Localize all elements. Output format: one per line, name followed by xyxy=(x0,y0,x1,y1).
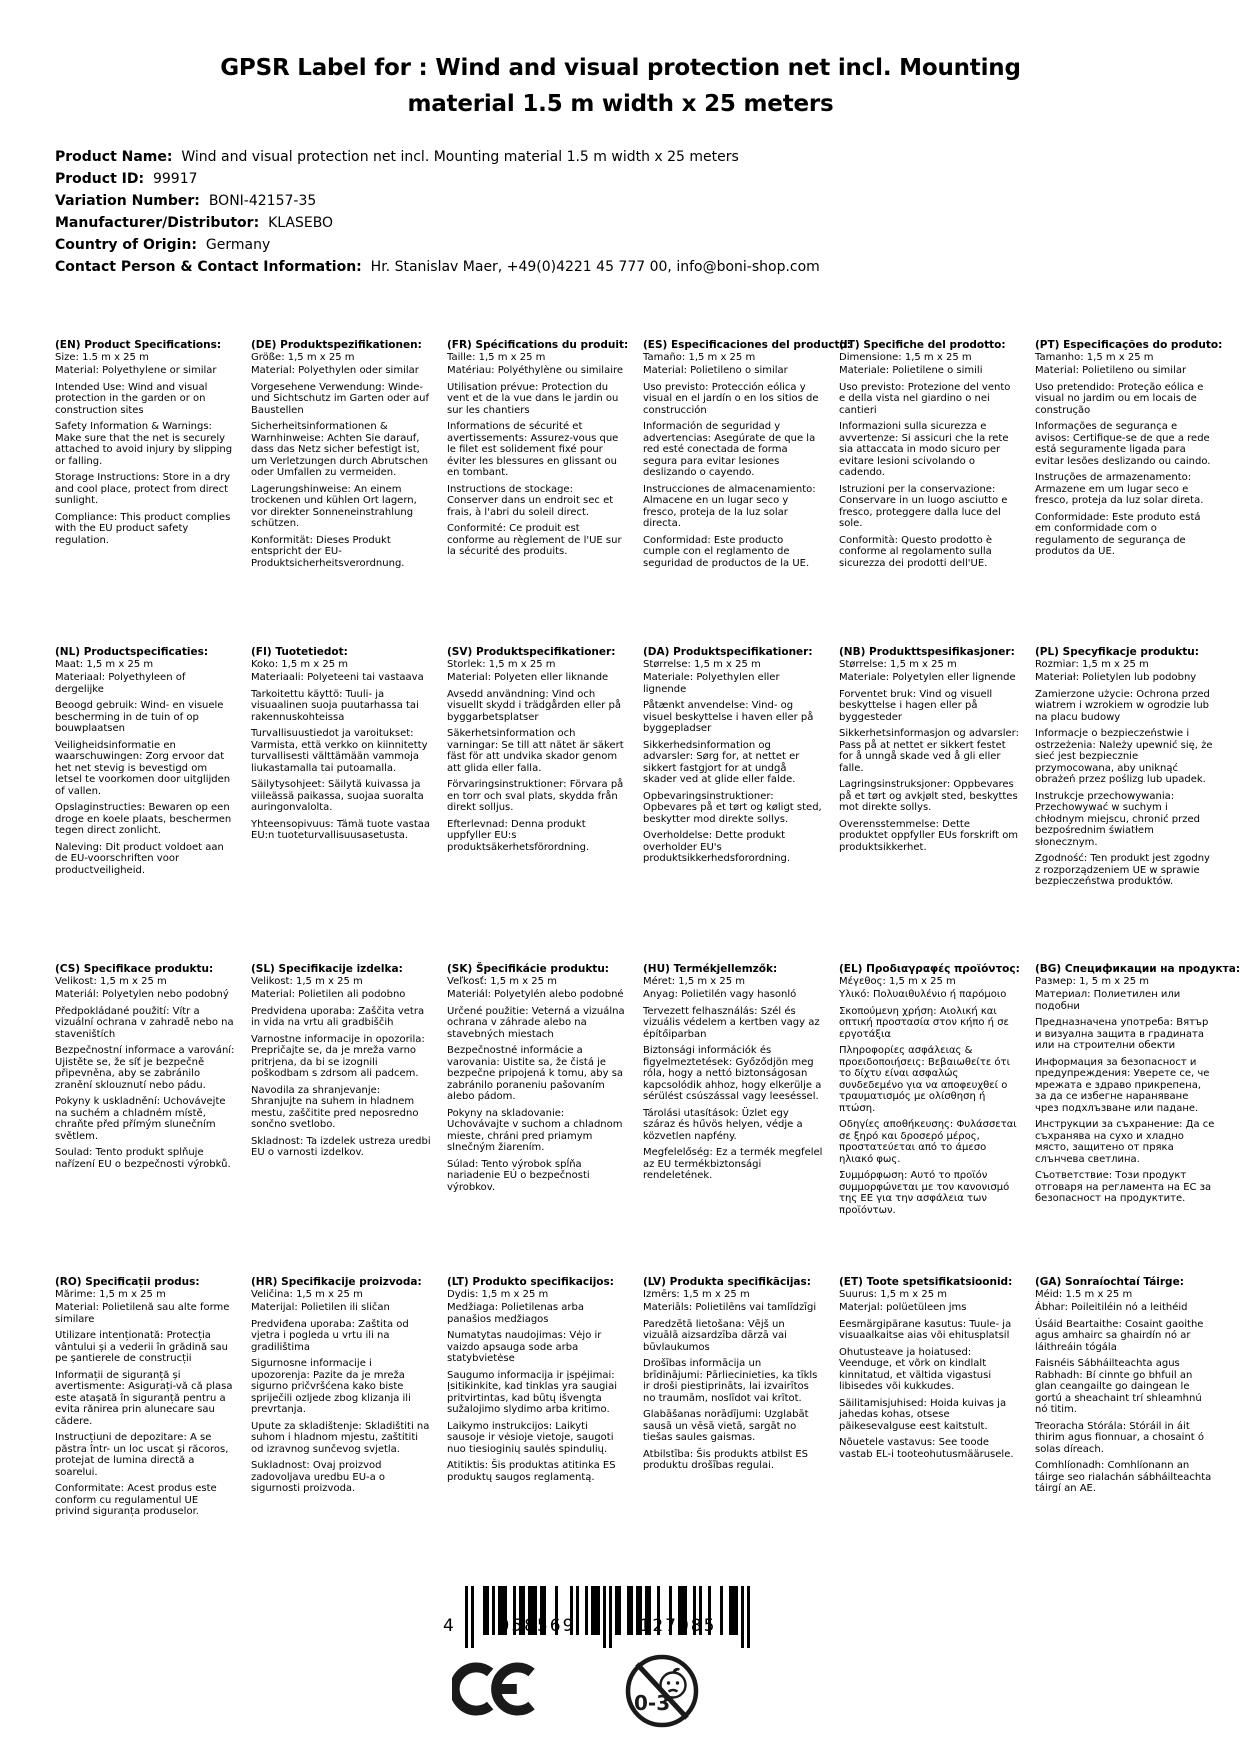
lang-block-nl xyxy=(55,647,235,964)
barcode-digits-left: 058569 xyxy=(498,1616,576,1636)
lang-paragraph: Biztonsági információk és figyelmeztetések: Győződjön meg róla, hogy a nettó biztonságosan kapcsolódik ahhoz, hogy elkerülje a sérülést csúszással vagy leeséssel. xyxy=(643,1045,822,1102)
info-label: Country of Origin: xyxy=(55,237,197,253)
lang-block-en xyxy=(55,340,235,647)
lang-paragraph: Overholdelse: Dette produkt overholder EU's produktsikkerhedsforordning. xyxy=(643,830,791,864)
age-warning-0-3-icon xyxy=(623,1652,701,1730)
lang-paragraph: Skladnost: Ta izdelek ustreza uredbi EU o varnosti izdelkov. xyxy=(251,1135,431,1158)
lang-paragraph: Съответствие: Този продукт отговаря на регламента на ЕС за безопасност на продуктите. xyxy=(1035,1170,1212,1204)
lang-header: (HR) Specifikacije proizvoda: xyxy=(251,1276,422,1288)
lang-paragraph: Súlad: Tento výrobok spĺňa nariadenie EÚ o bezpečnosti výrobkov. xyxy=(447,1158,590,1193)
barcode-bar xyxy=(465,1586,468,1648)
lang-paragraph: Materiaal: Polyethyleen of dergelijke xyxy=(55,672,186,695)
lang-paragraph: Veličina: 1,5 m x 25 m xyxy=(251,1288,363,1300)
lang-paragraph: Beoogd gebruik: Wind- en visuele bescherming in de tuin of op bouwplaatsen xyxy=(55,700,224,734)
lang-header: (RO) Specificații produs: xyxy=(55,1276,200,1288)
lang-header: (LV) Produkta specifikācijas: xyxy=(643,1276,811,1288)
lang-paragraph: Materiál: Polyetylen nebo podobný xyxy=(55,989,229,1000)
lang-paragraph: Material: Polietilenă sau alte forme similare xyxy=(55,1302,230,1325)
lang-paragraph: Informações de segurança e avisos: Certifique-se de que a rede está seguramente ligada para evitar lesões deslizando ou caindo. xyxy=(1035,421,1211,467)
lang-block-it xyxy=(839,340,1019,647)
lang-header: (BG) Спецификации на продукта: xyxy=(1035,963,1241,975)
lang-paragraph: Sicherheitsinformationen & Warnhinweise: Achten Sie darauf, dass das Netz sicher befestigt ist, um Verletzungen durch Abrutschen oder Umfallen zu vermeiden. xyxy=(251,421,429,478)
lang-paragraph: Uso previsto: Protezione del vento e della vista nel giardino o nei cantieri xyxy=(839,381,1011,416)
lang-paragraph: Suurus: 1,5 m x 25 m xyxy=(839,1288,947,1300)
info-value: KLASEBO xyxy=(259,215,334,231)
barcode-digits-right: 127085 xyxy=(639,1616,717,1636)
lang-header: (ES) Especificaciones del producto: xyxy=(643,339,851,351)
lang-paragraph: Predvidena uporaba: Zaščita vetra in vida na vrtu ali gradbiščih xyxy=(251,1005,425,1028)
lang-paragraph: Koko: 1,5 m x 25 m xyxy=(251,658,349,670)
barcode-bar xyxy=(747,1586,750,1648)
info-row xyxy=(55,234,1201,256)
lang-paragraph: Conformidade: Este produto está em conformidade com o regulamento de segurança de produtos da UE. xyxy=(1035,511,1201,557)
lang-paragraph: Opslaginstructies: Bewaren op een droge en koele plaats, beschermen tegen direct zonlicht. xyxy=(55,802,232,836)
lang-header: (FR) Spécifications du produit: xyxy=(447,339,629,351)
lang-block-es xyxy=(643,339,851,647)
lang-paragraph: Predviđena uporaba: Zaštita od vjetra i pogleda u vrtu ili na gradilištima xyxy=(251,1318,409,1353)
lang-paragraph: Instrucțiuni de depozitare: A se păstra într- un loc uscat și răcoros, protejat de lumina directă a soarelui. xyxy=(55,1432,229,1478)
info-label: Contact Person & Contact Information: xyxy=(55,259,362,275)
lang-paragraph: Upute za skladištenje: Skladištiti na suhom i hladnom mjestu, zaštititi od izravnog sunčevog svjetla. xyxy=(251,1420,430,1455)
lang-paragraph: Uso pretendido: Proteção eólica e visual no jardim ou em locais de construção xyxy=(1035,381,1204,416)
lang-paragraph: Overensstemmelse: Dette produktet oppfyller EUs forskrift om produktsikkerhet. xyxy=(839,818,1019,853)
lang-paragraph: Tamaño: 1,5 m x 25 m xyxy=(643,351,756,363)
lang-paragraph: Navodila za shranjevanje: Shranjujte na suhem in hladnem mestu, zaščitite pred neposredno sončno svetlobo. xyxy=(251,1084,419,1130)
lang-header: (EL) Προδιαγραφές προϊόντος: xyxy=(839,963,1020,975)
lang-paragraph: Laikymo instrukcijos: Laikyti sausoje ir vėsioje vietoje, saugoti nuo tiesioginių saulės spindulių. xyxy=(447,1420,614,1455)
lang-paragraph: Conformidad: Este producto cumple con el reglamento de seguridad de productos de la UE. xyxy=(643,534,810,569)
lang-paragraph: Méret: 1,5 m x 25 m xyxy=(643,975,746,987)
lang-paragraph: Varnostne informacije in opozorila: Prepričajte se, da je mreža varno pritrjena, da bi se izognili poškodbam s zdrsom ali padcem. xyxy=(251,1033,425,1079)
lang-paragraph: Säilytysohjeet: Säilytä kuivassa ja viileässä paikassa, suojaa suoralta auringonvalolta. xyxy=(251,779,424,813)
info-row xyxy=(55,212,1201,234)
lang-paragraph: Størrelse: 1,5 m x 25 m xyxy=(839,658,957,670)
lang-paragraph: Yhteensopivuus: Tämä tuote vastaa EU:n tuoteturvallisuusasetusta. xyxy=(251,818,430,841)
lang-paragraph: Izmērs: 1,5 m x 25 m xyxy=(643,1288,750,1300)
lang-paragraph: Forventet bruk: Vind og visuell beskyttelse i hagen eller på byggesteder xyxy=(839,688,993,723)
lang-header: (SK) Špecifikácie produktu: xyxy=(447,963,610,975)
info-value: Germany xyxy=(197,237,271,253)
lang-paragraph: Atbilstība: Šis produkts atbilst ES produktu drošības regulai. xyxy=(643,1448,809,1471)
lang-paragraph: Mărime: 1,5 m x 25 m xyxy=(55,1288,166,1300)
lang-paragraph: Compliance: This product complies with the EU product safety regulation. xyxy=(55,511,231,546)
lang-header: (PL) Specyfikacje produktu: xyxy=(1035,646,1199,658)
lang-paragraph: Intended Use: Wind and visual protection in the garden or on construction sites xyxy=(55,381,208,416)
lang-paragraph: Conformità: Questo prodotto è conforme al regolamento sulla sicurezza dei prodotti dell'UE. xyxy=(839,534,993,569)
lang-paragraph: Ohutusteave ja hoiatused: Veenduge, et võrk on kindlalt kinnitatud, et vältida vigastusi libisedes või kukkudes. xyxy=(839,1346,992,1392)
lang-paragraph: Material: Polietileno o similar xyxy=(643,365,788,376)
lang-paragraph: Påtænkt anvendelse: Vind- og visuel beskyttelse i haven eller på byggepladser xyxy=(643,700,814,734)
lang-paragraph: Υλικό: Πολυαιθυλένιο ή παρόμοιο xyxy=(839,989,1007,1000)
lang-paragraph: Materijal: Polietilen ili sličan xyxy=(251,1302,390,1313)
lang-paragraph: Συμμόρφωση: Αυτό το προϊόν συμμορφώνεται με τον κανονισμό της ΕΕ για την ασφάλεια των προϊόντων. xyxy=(839,1170,1010,1216)
lang-paragraph: Materiāls: Polietilēns vai tamlīdzīgi xyxy=(643,1302,817,1313)
lang-paragraph: Storage Instructions: Store in a dry and cool place, protect from direct sunlight. xyxy=(55,472,231,506)
lang-paragraph: Určené použitie: Veterná a vizuálna ochrana v záhrade alebo na stavebných miestach xyxy=(447,1005,625,1040)
lang-paragraph: Conformité: Ce produit est conforme au règlement de l'UE sur la sécurité des produits. xyxy=(447,523,622,557)
lang-block-fr xyxy=(447,340,627,647)
info-row xyxy=(55,168,1201,190)
lang-block-lt xyxy=(447,1277,627,1523)
lang-paragraph: Instructions de stockage: Conserver dans un endroit sec et frais, à l'abri du soleil direct. xyxy=(447,483,614,518)
age-warning-label: 0-3 xyxy=(634,1691,671,1715)
lang-block-el xyxy=(839,964,1019,1277)
lang-paragraph: Maat: 1,5 m x 25 m xyxy=(55,658,154,670)
lang-paragraph: Инструкции за съхранение: Да се съхранява на сухо и хладно място, защитено от пряка слънчева светлина. xyxy=(1035,1119,1215,1165)
lang-block-da xyxy=(643,647,823,964)
lang-paragraph: Drošības informācija un brīdinājumi: Pārliecinieties, ka tīkls ir droši piestiprināts, lai izvairītos no traumām, noslīdot vai krītot. xyxy=(643,1358,818,1404)
lang-header: (IT) Specifiche del prodotto: xyxy=(839,339,1006,351)
lang-paragraph: Информация за безопасност и предупреждения: Уверете се, че мрежата е здраво прикрепена, за да се избегне нараняване чрез подхлъзване или падане. xyxy=(1035,1056,1210,1114)
lang-header: (CS) Specifikace produktu: xyxy=(55,963,214,975)
lang-paragraph: Informazioni sulla sicurezza e avvertenze: Si assicuri che la rete sia attaccata in modo sicuro per evitare lesioni scivolando o cadendo. xyxy=(839,421,1009,478)
lang-block-bg xyxy=(1035,963,1241,1277)
info-value: Wind and visual protection net incl. Mounting material 1.5 m width x 25 meters xyxy=(172,149,739,165)
lang-header: (FI) Tuotetiedot: xyxy=(251,646,348,658)
info-label: Variation Number: xyxy=(55,193,200,209)
lang-paragraph: Förvaringsinstruktioner: Förvara på en torr och sval plats, skydda från direkt solljus. xyxy=(447,779,624,813)
info-row xyxy=(55,256,1201,278)
lang-paragraph: Materiale: Polyetylen eller lignende xyxy=(839,672,1016,683)
lang-paragraph: Glabāšanas norādījumi: Uzglabāt sausā un vēsā vietā, sargāt no tiešas saules gaismas. xyxy=(643,1409,809,1443)
lang-paragraph: Sukladnost: Ovaj proizvod zadovoljava uredbu EU-a o sigurnosti proizvoda. xyxy=(251,1460,386,1494)
barcode-bar xyxy=(609,1586,612,1648)
lang-paragraph: Safety Information & Warnings: Make sure that the net is securely attached to avoid injury by slipping or falling. xyxy=(55,421,233,467)
lang-paragraph: Materiale: Polyethylen eller lignende xyxy=(643,672,780,695)
lang-paragraph: Tárolási utasítások: Üzlet egy száraz és hűvös helyen, védje a közvetlen napfény. xyxy=(643,1107,803,1142)
lang-block-ga xyxy=(1035,1277,1215,1523)
page-title-line1: GPSR Label for : Wind and visual protection net incl. Mounting xyxy=(220,55,1021,81)
lang-paragraph: Bezpečnostní informace a varování: Ujistěte se, že síť je bezpečně připevněna, aby se zabránilo zranění sklouznutí nebo pádu. xyxy=(55,1045,235,1091)
lang-paragraph: Zgodność: Ten produkt jest zgodny z rozporządzeniem UE w sprawie bezpieczeństwa produktów. xyxy=(1035,853,1210,887)
ean-barcode xyxy=(443,1586,750,1652)
lang-header: (HU) Termékjellemzők: xyxy=(643,963,778,975)
info-value: BONI-42157-35 xyxy=(199,193,317,209)
lang-header: (DE) Produktspezifikationen: xyxy=(251,339,422,351)
lang-paragraph: Materiale: Polietilene o simili xyxy=(839,365,983,376)
lang-paragraph: Naleving: Dit product voldoet aan de EU-voorschriften voor productveiligheid. xyxy=(55,841,224,876)
lang-block-sl xyxy=(251,964,431,1277)
lang-paragraph: Μέγεθος: 1,5 m x 25 m xyxy=(839,975,956,987)
lang-paragraph: Instrucciones de almacenamiento: Almacene en un lugar seco y fresco, proteja de la luz solar directa. xyxy=(643,483,816,529)
lang-paragraph: Sikkerhetsinformasjon og advarsler: Pass på at nettet er sikkert festet for å unngå skade ved å gli eller falle. xyxy=(839,728,1019,774)
lang-paragraph: Материал: Полиетилен или подобни xyxy=(1035,989,1181,1012)
lang-paragraph: Soulad: Tento produkt splňuje nařízení EU o bezpečnosti výrobků. xyxy=(55,1147,231,1170)
lang-paragraph: Předpokládané použití: Vítr a vizuální ochrana v zahradě nebo na staveništích xyxy=(55,1005,234,1040)
lang-paragraph: Materjal: polüetüleen jms xyxy=(839,1302,967,1313)
lang-header: (NL) Productspecificaties: xyxy=(55,646,209,658)
lang-paragraph: Ábhar: Poileitiléin nó a leithéid xyxy=(1035,1302,1188,1313)
lang-paragraph: Atitiktis: Šis produktas atitinka ES produktų saugos reglamentą. xyxy=(447,1460,616,1483)
lang-paragraph: Vorgesehene Verwendung: Winde- und Sichtschutz im Garten oder auf Baustellen xyxy=(251,381,429,416)
lang-paragraph: Dydis: 1,5 m x 25 m xyxy=(447,1288,549,1300)
lang-paragraph: Tervezett felhasználás: Szél és vizuális védelem a kertben vagy az építőiparban xyxy=(643,1005,820,1040)
lang-paragraph: Säkerhetsinformation och varningar: Se till att nätet är säkert fäst för att undvika skador genom att glida eller falla. xyxy=(447,728,624,774)
lang-header: (PT) Especificações do produto: xyxy=(1035,339,1223,351)
lang-paragraph: Storlek: 1,5 m x 25 m xyxy=(447,658,556,670)
lang-header: (ET) Toote spetsifikatsioonid: xyxy=(839,1276,1013,1288)
lang-block-sk xyxy=(447,964,627,1277)
lang-paragraph: Nõuetele vastavus: See toode vastab EL-i tooteohutusmäärusele. xyxy=(839,1437,1014,1460)
lang-paragraph: Πληροφορίες ασφάλειας & προειδοποιήσεις: Βεβαιωθείτε ότι το δίχτυ είναι ασφαλώς συνδεδεμένο για να αποφευχθεί ο τραυματισμός με ολίσθηση ή πτώση. xyxy=(839,1045,1010,1114)
lang-block-lv xyxy=(643,1277,823,1523)
lang-paragraph: Material: Polyethylen oder similar xyxy=(251,365,419,376)
lang-paragraph: Uso previsto: Protección eólica y visual en el jardín o en los sitios de construcción xyxy=(643,381,819,416)
lang-paragraph: Informations de sécurité et avertissements: Assurez-vous que le filet est solidement fixé pour éviter les blessures en glissant ou en tombant. xyxy=(447,421,619,478)
product-info xyxy=(55,146,1201,278)
lang-block-cs xyxy=(55,964,235,1277)
lang-paragraph: Σκοπούμενη χρήση: Αιολική και οπτική προστασία στον κήπο ή σε εργοτάξια xyxy=(839,1005,1009,1040)
lang-paragraph: Instruções de armazenamento: Armazene em um lugar seco e fresco, proteja da luz solar direta. xyxy=(1035,472,1204,506)
lang-paragraph: Säilitamisjuhised: Hoida kuivas ja jahedas kohas, otsese päikesevalguse eest kaitstult. xyxy=(839,1397,1007,1432)
lang-paragraph: Taille: 1,5 m x 25 m xyxy=(447,351,546,363)
lang-block-ro xyxy=(55,1277,235,1523)
lang-paragraph: Dimensione: 1,5 m x 25 m xyxy=(839,351,972,363)
lang-paragraph: Úsáid Beartaithe: Cosaint gaoithe agus amhairc sa ghairdín nó ar láithreáin tógála xyxy=(1035,1318,1204,1353)
lang-paragraph: Veľkosť: 1,5 m x 25 m xyxy=(447,975,557,987)
lang-block-hu xyxy=(643,964,823,1277)
lang-paragraph: Velikost: 1,5 m x 25 m xyxy=(55,975,167,987)
lang-block-hr xyxy=(251,1277,431,1523)
lang-paragraph: Material: Polietileno ou similar xyxy=(1035,365,1187,376)
lang-paragraph: Tarkoitettu käyttö: Tuuli- ja visuaalinen suoja puutarhassa tai rakennuskohteissa xyxy=(251,688,419,723)
lang-paragraph: Avsedd användning: Vind och visuellt skydd i trädgården eller på byggarbetsplatser xyxy=(447,688,622,723)
lang-paragraph: Material: Polietilen ali podobno xyxy=(251,989,406,1000)
lang-block-nb xyxy=(839,647,1019,964)
barcode-digit-first: 4 xyxy=(443,1616,454,1636)
lang-block-de xyxy=(251,340,431,647)
lang-paragraph: Materiał: Polietylen lub podobny xyxy=(1035,672,1197,683)
lang-paragraph: Conformitate: Acest produs este conform cu regulamentul UE privind siguranța produselor. xyxy=(55,1483,217,1517)
lang-paragraph: Rozmiar: 1,5 m x 25 m xyxy=(1035,658,1149,670)
barcode-bar xyxy=(741,1586,744,1648)
lang-paragraph: Utilisation prévue: Protection du vent et de la vue dans le jardin ou sur les chantiers xyxy=(447,381,619,416)
lang-paragraph: Størrelse: 1,5 m x 25 m xyxy=(643,658,761,670)
lang-paragraph: Comhlíonadh: Comhlíonann an táirge seo rialachán sábháilteachta táirgí an AE. xyxy=(1035,1460,1212,1494)
lang-block-pl xyxy=(1035,647,1215,964)
lang-paragraph: Tamanho: 1,5 m x 25 m xyxy=(1035,351,1154,363)
ce-mark-icon xyxy=(452,1660,542,1718)
lang-paragraph: Utilizare intenționată: Protecția vântului și a vederii în grădină sau pe șantierele de construcții xyxy=(55,1330,228,1364)
lang-block-pt xyxy=(1035,339,1223,647)
info-row xyxy=(55,190,1201,212)
lang-paragraph: Размер: 1, 5 m x 25 m xyxy=(1035,975,1149,987)
lang-paragraph: Velikost: 1,5 m x 25 m xyxy=(251,975,363,987)
lang-paragraph: Sikkerhedsinformation og advarsler: Sørg for, at nettet er sikkert fastgjort for at undgå skader ved at glide eller falde. xyxy=(643,739,800,785)
lang-paragraph: Materiál: Polyetylén alebo podobné xyxy=(447,989,624,1000)
lang-paragraph: Informații de siguranță și avertismente: Asigurați-vă că plasa este atașată în siguranță pentru a evita rănirea prin alunecare sau cădere. xyxy=(55,1369,233,1427)
lang-paragraph: Megfelelőség: Ez a termék megfelel az EU termékbiztonsági rendeletének. xyxy=(643,1147,823,1181)
lang-paragraph: Saugumo informacija ir įspėjimai: Įsitikinkite, kad tinklas yra saugiai pritvirtintas, kad būtų išvengta sužalojimo slydimo arba kritimo. xyxy=(447,1369,617,1415)
lang-paragraph: Предназначена употреба: Вятър и визуална защита в градината или на строителни обекти xyxy=(1035,1017,1209,1051)
lang-paragraph: Veiligheidsinformatie en waarschuwingen: Zorg ervoor dat het net stevig is bevestigd om letsel te voorkomen door uitglijden of vallen. xyxy=(55,739,231,797)
lang-header: (EN) Product Specifications: xyxy=(55,339,222,351)
lang-paragraph: Größe: 1,5 m x 25 m xyxy=(251,351,355,363)
lang-block-et xyxy=(839,1277,1019,1523)
page-title xyxy=(0,50,1241,122)
page-title-line2: material 1.5 m width x 25 meters xyxy=(407,91,834,117)
lang-paragraph: Efterlevnad: Denna produkt uppfyller EU:s produktsäkerhetsförordning. xyxy=(447,818,590,853)
lang-paragraph: Material: Polyethylene or similar xyxy=(55,365,217,376)
lang-paragraph: Materiaali: Polyeteeni tai vastaava xyxy=(251,672,424,683)
barcode-bar xyxy=(603,1586,606,1648)
lang-header: (LT) Produkto specifikacijos: xyxy=(447,1276,614,1288)
info-label: Product ID: xyxy=(55,171,145,187)
lang-paragraph: Pokyny na skladovanie: Uchovávajte v suchom a chladnom mieste, chráni pred priamym slnečným žiarením. xyxy=(447,1107,623,1153)
lang-paragraph: Bezpečnostné informácie a varovania: Uistite sa, že čistá je bezpečne pripojená k tomu, aby sa zabránilo poraneniu pašovaním alebo pádom. xyxy=(447,1045,624,1102)
info-row xyxy=(55,146,1201,168)
lang-paragraph: Instrukcje przechowywania: Przechowywać w suchym i chłodnym miejscu, chronić przed bezpośrednim światłem słonecznym. xyxy=(1035,790,1201,848)
lang-header: (DA) Produktspecifikationer: xyxy=(643,646,813,658)
info-label: Manufacturer/Distributor: xyxy=(55,215,260,231)
lang-paragraph: Matériau: Polyéthylène ou similaire xyxy=(447,365,624,376)
lang-paragraph: Istruzioni per la conservazione: Conservare in un luogo asciutto e fresco, proteggere dalla luce del sole. xyxy=(839,483,1008,529)
lang-paragraph: Pokyny k uskladnění: Uchovávejte na suchém a chladném místě, chraňte před přímým slunečním světlem. xyxy=(55,1096,226,1142)
info-value: 99917 xyxy=(144,171,198,187)
lang-paragraph: Turvallisuustiedot ja varoitukset: Varmista, että verkko on kiinnitetty turvallisesti välttämään vammoja liukastamalla tai putoamalla. xyxy=(251,728,428,774)
lang-header: (NB) Produkttspesifikasjoner: xyxy=(839,646,1015,658)
lang-header: (SV) Produktspecifikationer: xyxy=(447,646,616,658)
info-value: Hr. Stanislav Maer, +49(0)4221 45 777 00, info@boni-shop.com xyxy=(361,259,820,275)
lang-paragraph: Lagerungshinweise: An einem trockenen und kühlen Ort lagern, vor direkter Sonneneinstrahlung schützen. xyxy=(251,483,417,529)
lang-header: (GA) Sonraíochtaí Táirge: xyxy=(1035,1276,1184,1288)
info-label: Product Name: xyxy=(55,149,173,165)
lang-header: (SL) Specifikacije izdelka: xyxy=(251,963,403,975)
lang-paragraph: Opbevaringsinstruktioner: Opbevares på et tørt og køligt sted, beskytter mod direkte sollys. xyxy=(643,790,822,825)
lang-paragraph: Size: 1.5 m x 25 m xyxy=(55,351,149,363)
language-grid xyxy=(55,339,1241,1523)
lang-paragraph: Zamierzone użycie: Ochrona przed wiatrem i wzrokiem w ogrodzie lub na placu budowy xyxy=(1035,688,1210,723)
lang-paragraph: Informacje o bezpieczeństwie i ostrzeżenia: Należy upewnić się, że sieć jest bezpiecznie przymocowana, aby uniknąć obrażeń przez poślizg lub upadek. xyxy=(1035,728,1213,785)
lang-paragraph: Eesmärgipärane kasutus: Tuule- ja visuaalkaitse aias või ehitusplatsil xyxy=(839,1318,1012,1341)
lang-paragraph: Treoracha Stórála: Stóráil in áit thirim agus fionnuar, a chosaint ó solas díreach. xyxy=(1035,1420,1205,1455)
lang-paragraph: Faisnéis Sábháilteachta agus Rabhadh: Bí cinnte go bhfuil an glan ceangailte go daingean le gortú a sheachaint trí shleamhnú nó titim. xyxy=(1035,1358,1202,1415)
lang-paragraph: Numatytas naudojimas: Vėjo ir vaizdo apsauga sode arba statybvietėse xyxy=(447,1330,602,1364)
lang-paragraph: Méid: 1.5 m x 25 m xyxy=(1035,1288,1133,1300)
lang-block-sv xyxy=(447,647,627,964)
lang-paragraph: Paredzētā lietošana: Vējš un vizuālā aizsardzība dārzā vai būvlaukumos xyxy=(643,1318,787,1353)
lang-paragraph: Información de seguridad y advertencias: Asegúrate de que la red esté conectada de forma segura para evitar lesiones deslizando o cayendo. xyxy=(643,421,816,478)
lang-paragraph: Material: Polyeten eller liknande xyxy=(447,672,609,683)
lang-paragraph: Medžiaga: Polietilenas arba panašios medžiagos xyxy=(447,1302,585,1325)
lang-paragraph: Sigurnosne informacije i upozorenja: Pazite da je mreža sigurno pričvršćena kako biste spriječili ozljede zbog klizanja ili prevrtanja. xyxy=(251,1358,411,1415)
lang-paragraph: Lagringsinstruksjoner: Oppbevares på et tørt og avkjølt sted, beskyttes mot direkte sollys. xyxy=(839,779,1018,813)
lang-block-fi xyxy=(251,647,431,964)
lang-paragraph: Konformität: Dieses Produkt entspricht der EU-Produktsicherheitsverordnung. xyxy=(251,534,405,569)
lang-paragraph: Anyag: Polietilén vagy hasonló xyxy=(643,989,797,1000)
lang-paragraph: Οδηγίες αποθήκευσης: Φυλάσσεται σε ξηρό και δροσερό μέρος, προστατεύεται από το άμεσο ηλιακό φως. xyxy=(839,1119,1017,1165)
